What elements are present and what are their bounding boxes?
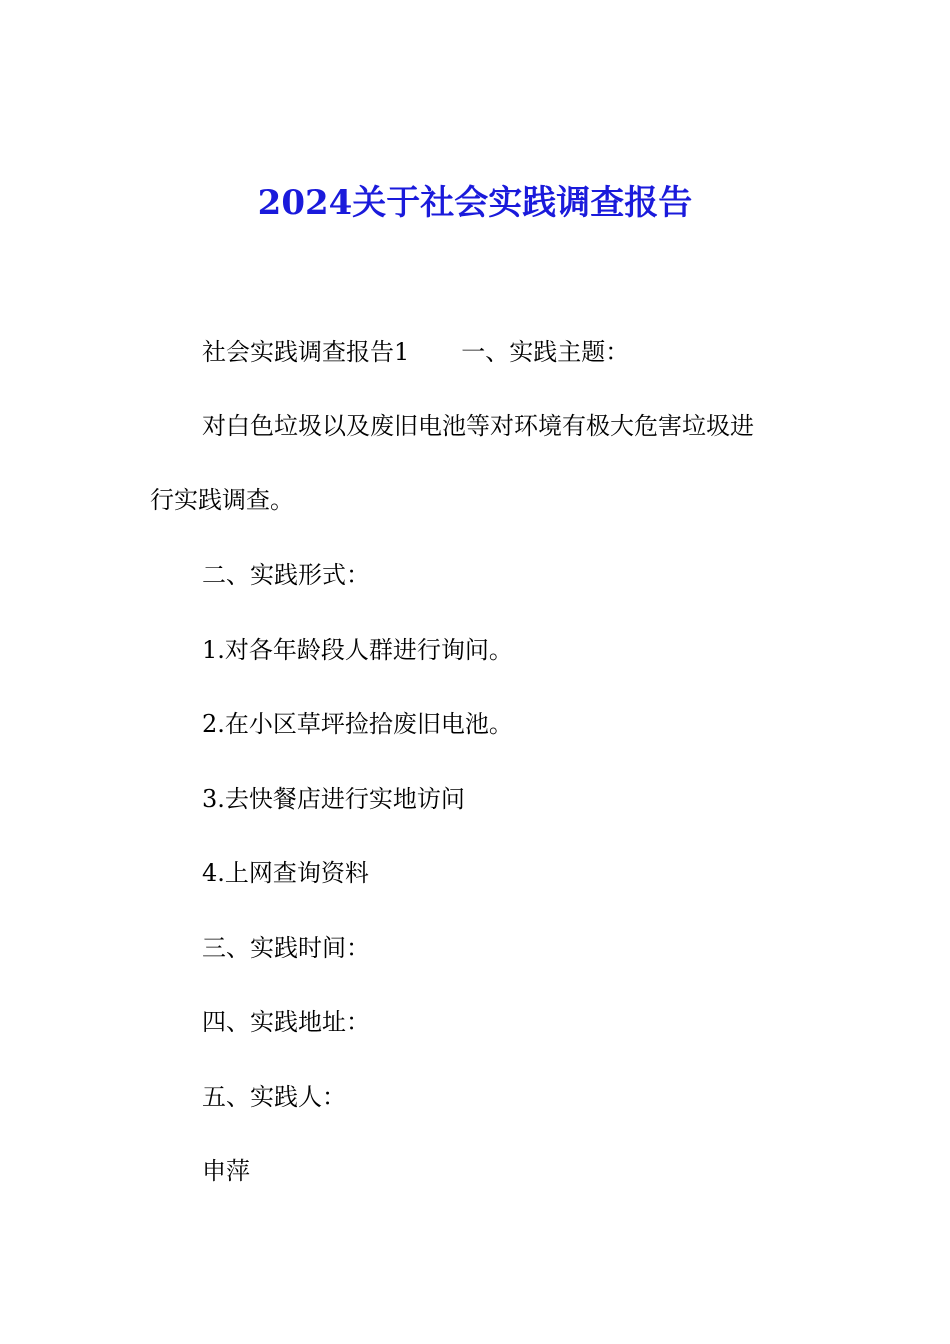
section-heading-line <box>202 334 629 370</box>
form-heading: 二、实践形式： <box>202 561 370 589</box>
form-item-2: 2.在小区草坪捡拾废旧电池。 <box>202 710 513 738</box>
theme-text-line-1: 对白色垃圾以及废旧电池等对环境有极大危害垃圾进 <box>202 412 754 440</box>
form-item-1: 1.对各年龄段人群进行询问。 <box>202 636 513 664</box>
time-heading: 三、实践时间： <box>202 934 370 962</box>
document-title: 2024关于社会实践调查报告 <box>257 183 693 223</box>
theme-text-line-2: 行实践调查。 <box>150 486 294 514</box>
form-item-4: 4.上网查询资料 <box>202 859 369 887</box>
address-heading: 四、实践地址： <box>202 1008 370 1036</box>
section-title: 社会实践调查报告1 <box>202 338 410 366</box>
person-name: 申萍 <box>202 1157 250 1185</box>
form-item-3: 3.去快餐店进行实地访问 <box>202 785 465 813</box>
theme-heading: 一、实践主题： <box>461 338 630 366</box>
people-heading: 五、实践人： <box>202 1083 346 1111</box>
